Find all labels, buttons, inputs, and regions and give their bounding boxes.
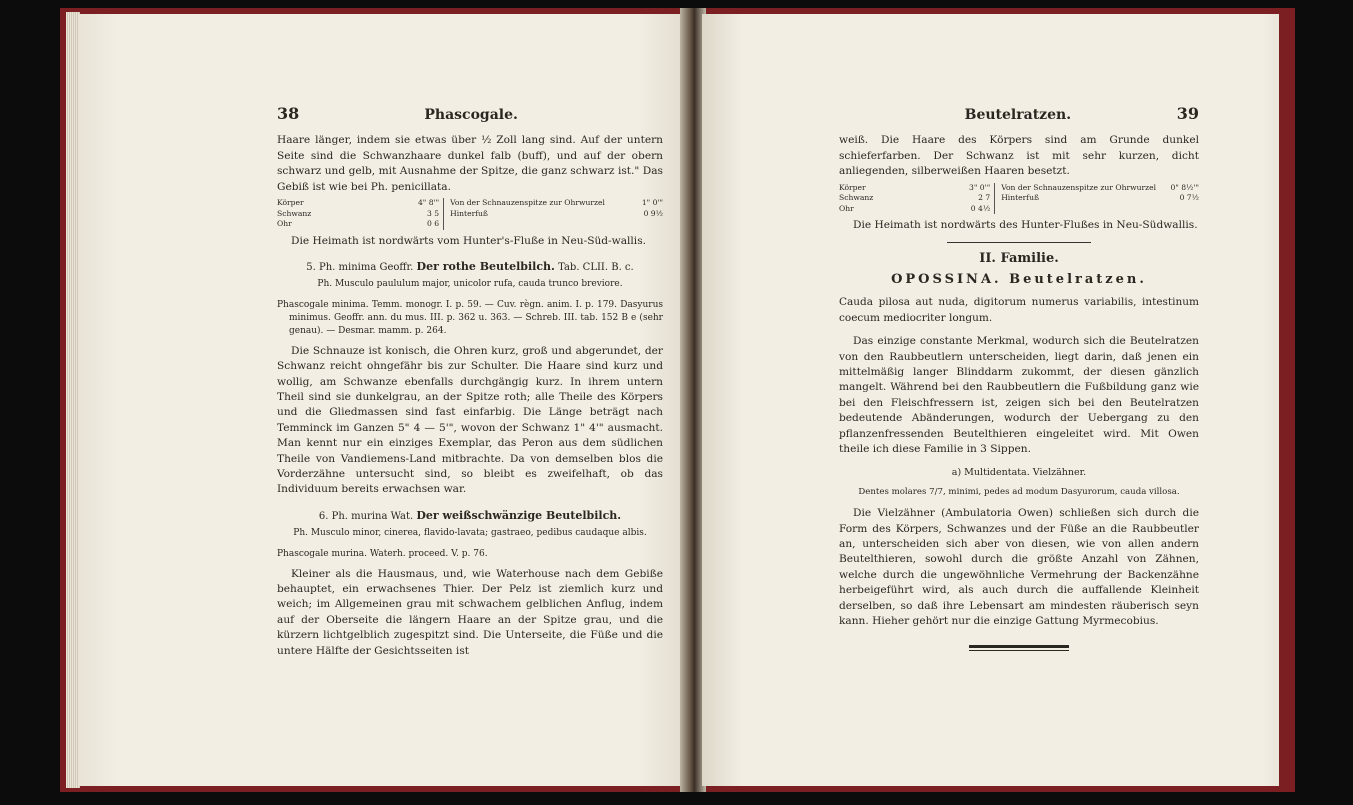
measure-value: 4" 8'" [417,198,440,208]
measure-value: 0 6 [427,219,440,229]
measurements-table [277,198,663,230]
measure-value: 1" 0'" [641,198,663,208]
measure-value: 3 5 [427,208,440,218]
paragraph: weiß. Die Haare des Körpers sind am Grunde dunkel schieferfarben. Der Schwanz ist mit sehr kurzen, dicht anliegenden, silberweißen Haaren besetzt. [839,134,1199,178]
latin-diagnosis: Cauda pilosa aut nuda, digitorum numerus variabilis, intestinum coecum mediocriter longum. [839,296,1199,324]
measure-label: Ohr [277,219,292,229]
species-heading [277,508,663,524]
left-page-content [277,106,663,659]
subgroup-heading: a) Multidentata. Vielzähner. [951,467,1087,479]
measure-label: Ohr [839,203,854,213]
paragraph: Die Heimath ist nordwärts des Hunter-Flußes in Neu-Südwallis. [853,219,1198,232]
measure-label: Von der Schnauzenspitze zur Ohrwurzel [1001,182,1157,192]
book-spread [60,8,1295,792]
left-running-title: Phascogale. [424,107,518,123]
right-page [702,14,1279,786]
left-page [78,14,684,786]
right-running-title: Beutelratzen. [964,107,1072,123]
paragraph: Die Vielzähner (Ambulatoria Owen) schließen sich durch die Form des Körpers, Schwanzes und der Füße an die Raubbeutler an, unterscheiden sich aber von diesen, wie von allen andern Beutelthieren, sowohl durch die größte Anzahl von Zähnen, welche durch die ungewöhnliche Vermehrung der Backenzähne herbeigeführt wird, als auch durch die auffallende Kleinheit derselben, so daß ihre Lebensart am mindesten räuberisch seyn kann. Hieher gehört nur die einzige Gattung Myrmecobius. [839,507,1199,628]
left-page-number: 38 [277,104,300,123]
left-running-head [277,106,663,123]
paragraph: Haare länger, indem sie etwas über ½ Zoll lang sind. Auf der untern Seite sind die Schwanzhaare dunkel falb (buff), und auf der obern schwarz und gelb, mit Ausnahme der Spitze, die ganz schwarz ist." Das Gebiß ist wie bei Ph. penicillata. [277,134,663,193]
measure-label: Hinterfuß [1001,193,1040,203]
measure-label: Körper [839,182,866,192]
latin-diagnosis: Ph. Musculo minor, cinerea, flavido-lavata; gastraeo, pedibus caudaque albis. [293,528,647,539]
right-page-content [839,106,1199,651]
measure-value: 2 7 [978,193,991,203]
divider [947,242,1091,243]
measure-value: 3" 0'" [969,182,991,192]
paragraph: Kleiner als die Hausmaus, und, wie Waterhouse nach dem Gebiße behauptet, ein erwachsenes Thier. Der Pelz ist ziemlich kurz und weich; im Allgemeinen grau mit schwachem gelblichen Anflug, indem auf der Oberseite die längern Haare an der Spitze grau, und die kürzern lichtgelblich zugespitzt sind. Die Unterseite, die Füße und die untere Hälfte der Gesichtsseiten ist [277,567,663,657]
dental-formula: Dentes molares 7/7, minimi, pedes ad modum Dasyurorum, cauda villosa. [858,486,1180,497]
measure-value: 0 7½ [1179,193,1199,203]
paragraph: Die Heimath ist nordwärts vom Hunter's-Fluße in Neu-Süd-wallis. [291,234,646,247]
measure-value: 0" 8½'" [1170,182,1199,192]
plate-reference: Tab. CLII. B. c. [558,261,634,273]
references: Phascogale murina. Waterh. proceed. V. p. 76. [277,548,488,559]
latin-diagnosis: Ph. Musculo paululum major, unicolor rufa, cauda trunco breviore. [317,279,623,290]
references: Phascogale minima. Temm. monogr. I. p. 59. — Cuv. règn. anim. I. p. 179. Dasyurus minimus. Geoffr. ann. du mus. III. p. 362 u. 363. — Schreb. III. tab. 152 B e (sehr genau). — Desmar. mamm. p. 264. [277,299,663,336]
measure-value: 0 4½ [970,203,991,213]
measure-value: 0 9½ [643,208,663,218]
measure-label: Schwanz [839,193,874,203]
right-running-head [839,106,1199,123]
species-number: 6. Ph. murina Wat. [318,510,414,522]
species-name: Der weißschwänzige Beutelbilch. [416,508,622,522]
family-heading: II. Familie. [979,250,1059,266]
measure-label: Schwanz [277,208,312,218]
right-page-number: 39 [1176,104,1199,123]
family-name: OPOSSINA. Beutelratzen. [891,271,1147,287]
measure-label: Von der Schnauzenspitze zur Ohrwurzel [450,198,605,208]
species-name: Der rothe Beutelbilch. [416,259,555,273]
species-heading [277,259,663,275]
measurements-table [839,183,1199,215]
species-number: 5. Ph. minima Geoffr. [306,261,414,273]
paragraph: Die Schnauze ist konisch, die Ohren kurz, groß und abgerundet, der Schwanz reicht ohngefähr bis zur Schulter. Die Haare sind kurz und wollig, am Schwanze ebenfalls durchgängig kurz. In ihrem untern Theil sind sie dunkelgrau, an der Spitze roth; alle Theile des Körpers und die Gliedmassen sind fast einfarbig. Die Länge beträgt nach Temminck im Ganzen 5" 4 — 5'", wovon der Schwanz 1" 4'" ausmacht. Man kennt nur ein einziges Exemplar, das Peron aus dem südlichen Theile von Vandiemens-Land mitbrachte. Da von demselben blos die Vorderzähne untersucht sind, so bleibt es zweifelhaft, ob das Individuum bereits erwachsen war. [277,344,663,496]
paragraph: Das einzige constante Merkmal, wodurch sich die Beutelratzen von den Raubbeutlern unterscheiden, liegt darin, daß jenen ein mittelmäßig langer Blinddarm zukommt, der diesen gänzlich mangelt. Während bei den Raubbeutlern die Fußbildung ganz wie bei den Fleischfressern ist, zeigen sich bei den Beutelratzen bedeutende Abänderungen, wodurch der Uebergang zu den pflanzenfressenden Beutelthieren eingeleitet wird. Mit Owen theile ich diese Familie in 3 Sippen. [839,335,1199,455]
measure-label: Körper [277,198,304,208]
end-rule [969,645,1069,651]
measure-label: Hinterfuß [450,208,489,218]
